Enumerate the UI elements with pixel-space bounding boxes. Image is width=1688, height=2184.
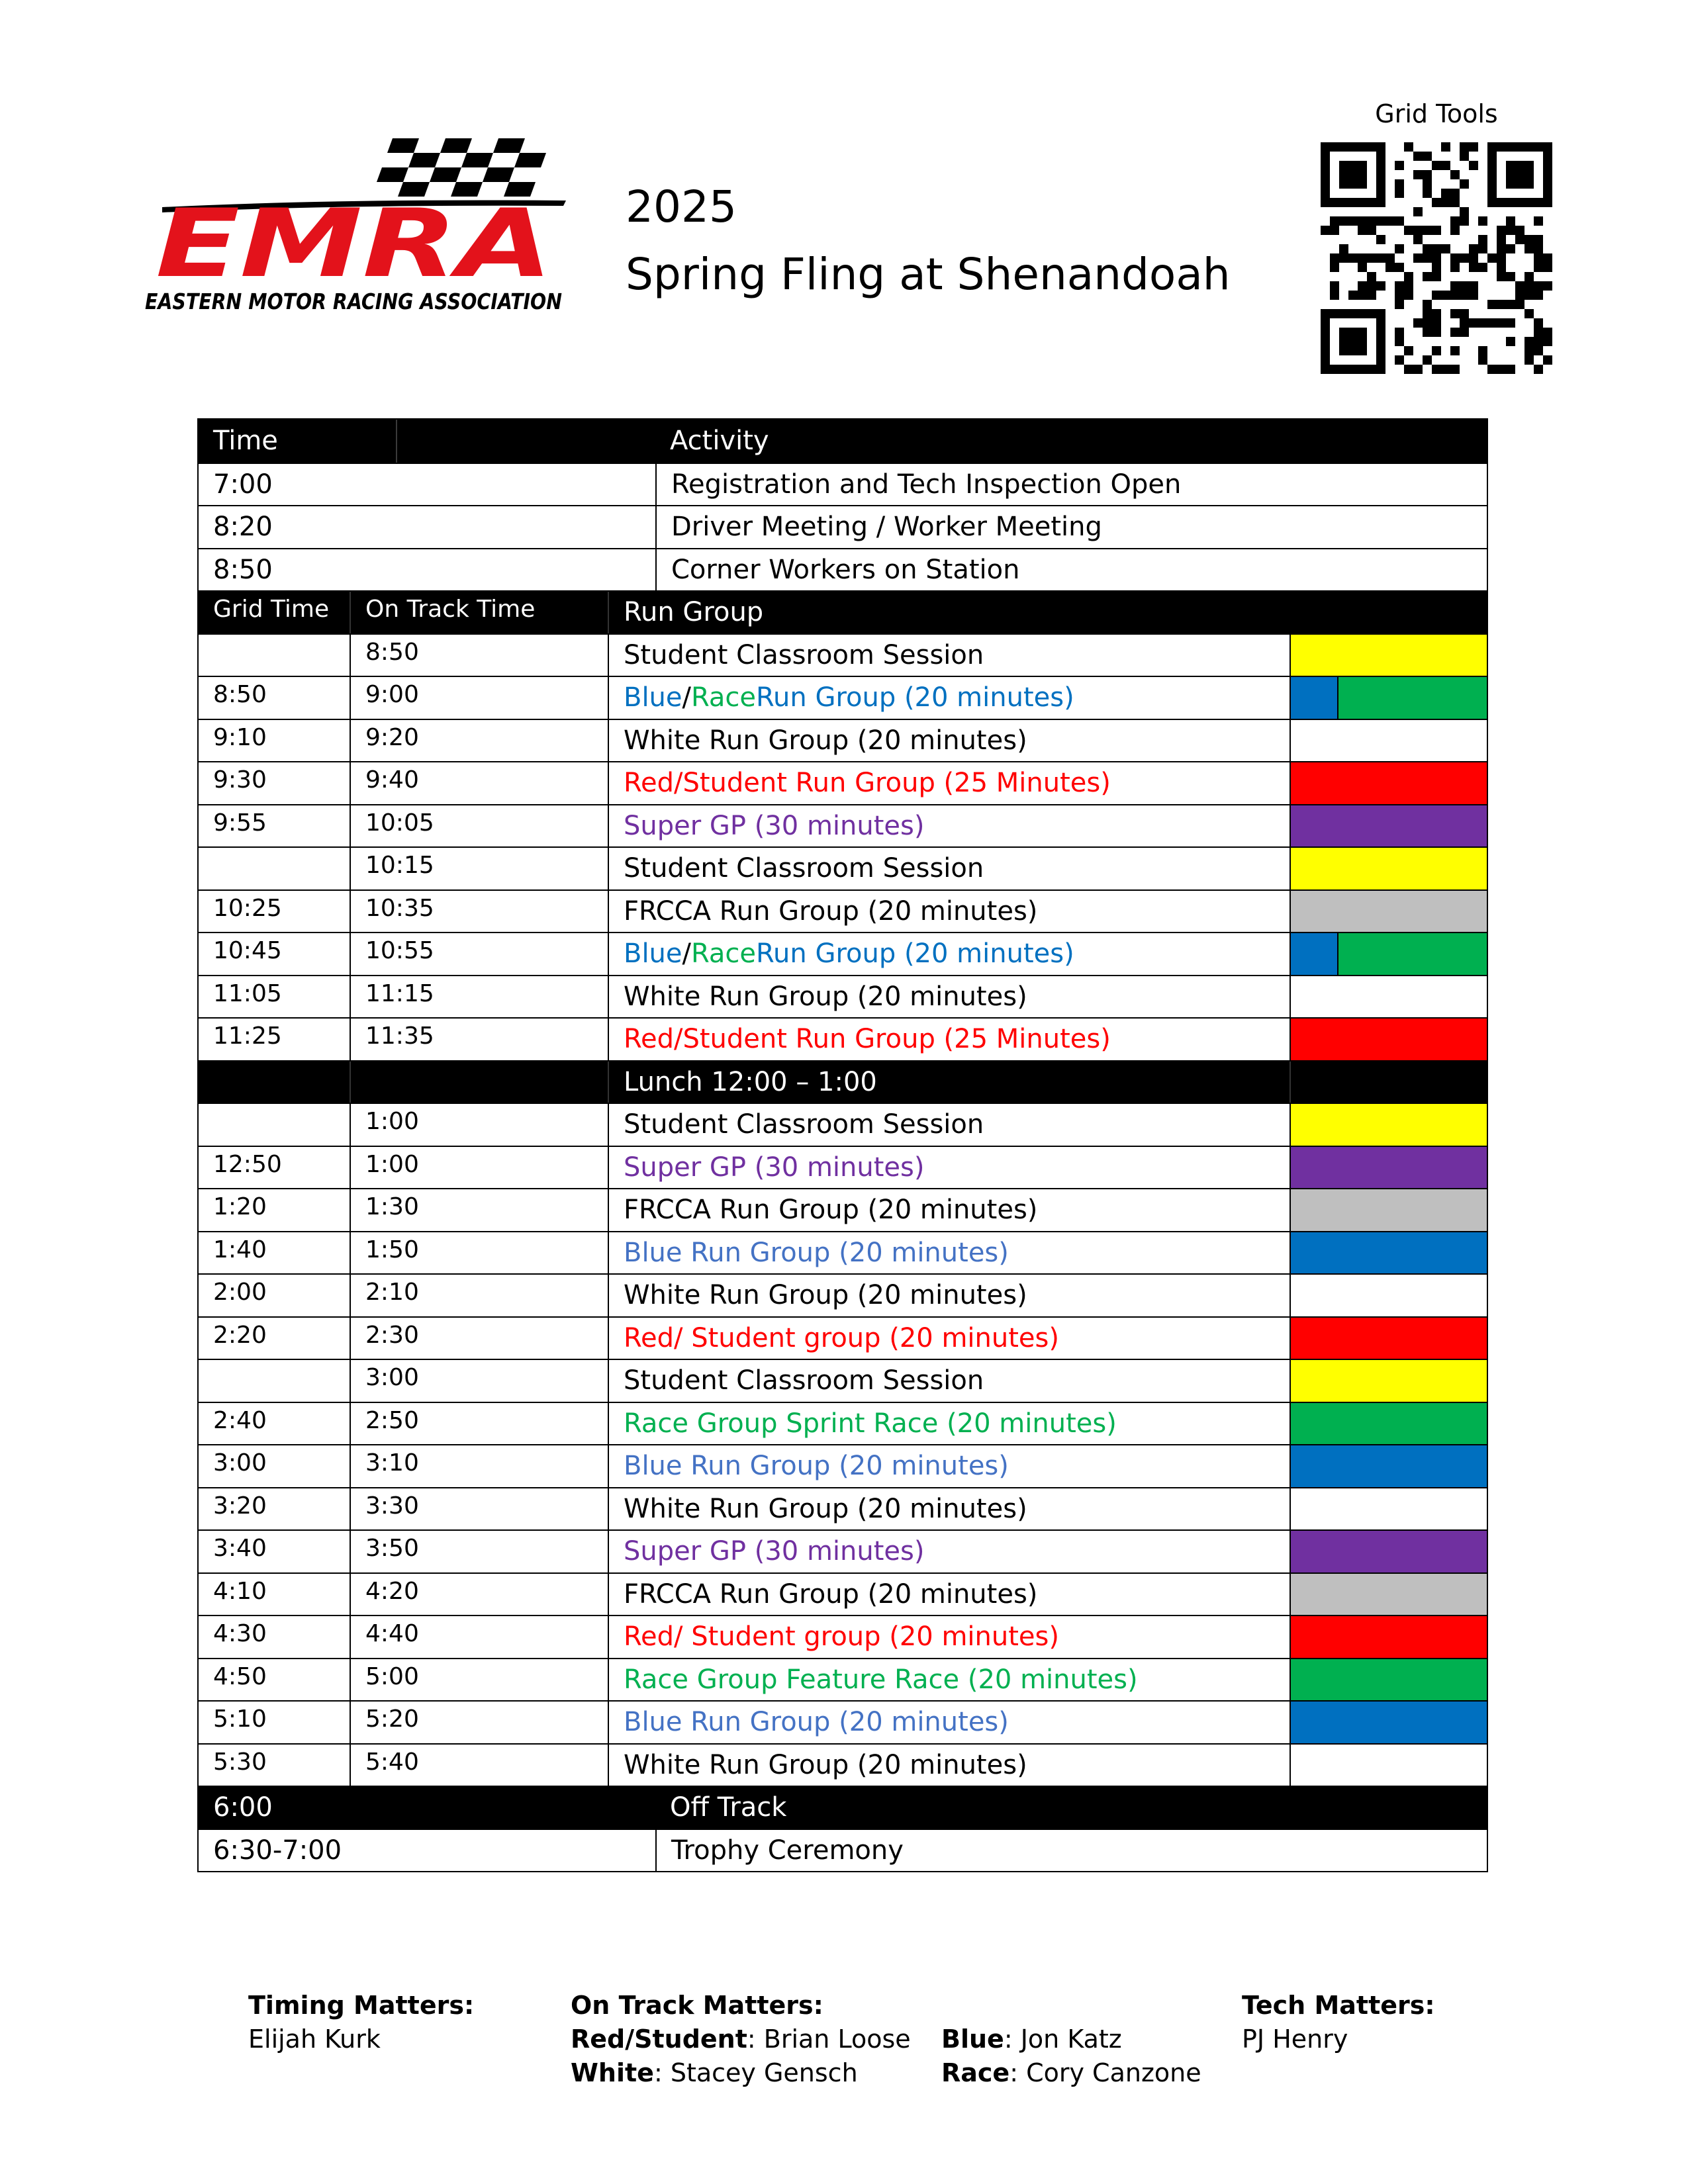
run-group-color: [1289, 1147, 1487, 1189]
run-group-row: [199, 1572, 1487, 1615]
run-group-text: Student Classroom Session: [624, 1109, 984, 1140]
run-group-row: [199, 1146, 1487, 1189]
on-track-contact: [571, 1989, 911, 2090]
run-group-row: [199, 633, 1487, 676]
grid-time-cell: [199, 848, 350, 889]
time-cell: 7:00: [213, 469, 273, 500]
run-group-color: [1289, 976, 1487, 1018]
color-swatch: [1291, 1616, 1487, 1658]
on-track-time-cell: 1:50: [350, 1232, 608, 1274]
grid-time-cell: 1:40: [213, 1236, 267, 1263]
color-swatch: [1291, 1659, 1487, 1701]
run-group-text: /: [682, 682, 691, 713]
color-swatch: [1291, 976, 1487, 1018]
race-label: Race: [941, 2058, 1010, 2087]
on-track-time-cell: 1:30: [350, 1189, 608, 1231]
emra-wordmark: [156, 189, 553, 298]
color-swatch: [1291, 1019, 1487, 1060]
run-group-text: Blue: [624, 938, 682, 970]
run-group-color: [1289, 1659, 1487, 1701]
activity-cell: Corner Workers on Station: [655, 549, 1487, 591]
on-track-time-cell: 3:50: [350, 1531, 608, 1572]
grid-time-cell: 8:50: [213, 681, 267, 708]
run-group-row: [199, 761, 1487, 804]
color-swatch: [1291, 848, 1487, 889]
closing-row: [199, 1829, 1487, 1872]
run-group-row: [199, 1017, 1487, 1060]
grid-time-cell: 2:20: [213, 1321, 267, 1349]
run-group-row: [199, 1316, 1487, 1359]
run-group-text: Super GP (30 minutes): [624, 1152, 925, 1183]
qr-code-icon: [1321, 142, 1552, 374]
run-group-header: Run Group: [608, 592, 1289, 633]
run-group-name: [608, 1531, 1289, 1572]
run-group-name: [608, 1488, 1289, 1530]
run-group-color: [1289, 1403, 1487, 1445]
run-group-color: [1289, 933, 1487, 975]
color-swatch: [1291, 1275, 1487, 1316]
run-group-text: Red/ Student group (20 minutes): [624, 1322, 1059, 1353]
on-track-title: On Track Matters:: [571, 1991, 823, 2020]
run-group-text: Student Classroom Session: [624, 1365, 984, 1396]
run-group-row: [199, 846, 1487, 889]
activity-cell: Driver Meeting / Worker Meeting: [655, 506, 1487, 548]
grid-time-cell: [199, 1104, 350, 1146]
white-label: White: [571, 2058, 654, 2087]
color-swatch: [1291, 1147, 1487, 1189]
run-group-text: FRCCA Run Group (20 minutes): [624, 895, 1038, 927]
run-group-name: [608, 1702, 1289, 1743]
on-track-time-cell: 3:30: [350, 1488, 608, 1530]
schedule-table: [197, 418, 1488, 1872]
grid-time-cell: 9:30: [213, 766, 267, 794]
run-group-text: Blue: [624, 682, 682, 713]
run-group-row: [199, 1529, 1487, 1572]
run-group-row: [199, 975, 1487, 1018]
run-group-text: White Run Group (20 minutes): [624, 1749, 1027, 1780]
color-swatch: [1291, 1488, 1487, 1530]
run-group-text: Run Group (20 minutes): [756, 938, 1074, 970]
run-group-name: [608, 805, 1289, 847]
lunch-color-cell: [1289, 1062, 1487, 1103]
color-swatch: [1291, 1318, 1487, 1359]
color-swatch: [1291, 1531, 1487, 1572]
grid-time-cell: 10:25: [213, 894, 282, 922]
morning-row: [199, 505, 1487, 548]
emra-logo-graphic: [142, 136, 573, 321]
on-track-time-cell: 2:30: [350, 1318, 608, 1359]
run-group-text: Super GP (30 minutes): [624, 1536, 925, 1567]
on-track-time-cell: 1:00: [350, 1104, 608, 1146]
lunch-grid-cell: [199, 1062, 350, 1103]
run-group-text: White Run Group (20 minutes): [624, 1280, 1027, 1311]
morning-header-row: [199, 420, 1487, 463]
grid-time-cell: 10:45: [213, 937, 282, 964]
run-group-row: [199, 1103, 1487, 1146]
grid-time-cell: 3:00: [213, 1449, 267, 1477]
grid-time-cell: 1:20: [213, 1193, 267, 1220]
grid-time-cell: 12:50: [213, 1150, 282, 1178]
run-group-row: [199, 1743, 1487, 1786]
on-track-time-header: On Track Time: [350, 592, 608, 633]
run-group-row: [199, 1188, 1487, 1231]
run-group-text: Red/Student Run Group (25 Minutes): [624, 768, 1111, 799]
on-track-time-cell: 10:15: [350, 848, 608, 889]
timing-title: Timing Matters:: [248, 1991, 475, 2020]
header-divider: [396, 420, 397, 463]
run-group-color: [1289, 848, 1487, 889]
run-group-row: [199, 1444, 1487, 1487]
run-group-color: [1289, 720, 1487, 762]
white-name: : Stacey Gensch: [653, 2058, 858, 2087]
run-group-text: White Run Group (20 minutes): [624, 981, 1027, 1012]
on-track-time-cell: 10:35: [350, 891, 608, 933]
run-group-color: [1289, 1189, 1487, 1231]
grid-time-cell: 9:55: [213, 809, 267, 837]
run-group-color: [1289, 1275, 1487, 1316]
on-track-time-cell: 8:50: [350, 635, 608, 676]
closing-header-row: [199, 1786, 1487, 1829]
run-group-name: [608, 1403, 1289, 1445]
run-group-color: [1289, 805, 1487, 847]
tech-name: PJ Henry: [1242, 2025, 1348, 2054]
run-group-name: [608, 1445, 1289, 1487]
on-track-time-cell: 9:20: [350, 720, 608, 762]
on-track-time-cell: 11:35: [350, 1019, 608, 1060]
run-group-row: [199, 1615, 1487, 1658]
color-swatch: [1291, 762, 1487, 804]
run-group-color: [1289, 1445, 1487, 1487]
off-track-label: Off Track: [670, 1792, 787, 1823]
red-student-label: Red/Student: [571, 2025, 747, 2054]
on-track-time-cell: 5:20: [350, 1702, 608, 1743]
run-group-name: [608, 1189, 1289, 1231]
time-cell: 6:30-7:00: [213, 1835, 342, 1866]
run-group-text: Student Classroom Session: [624, 639, 984, 670]
run-group-name: [608, 848, 1289, 889]
run-group-text: FRCCA Run Group (20 minutes): [624, 1578, 1038, 1610]
tech-contact: [1242, 1989, 1435, 2056]
run-group-text: Race: [691, 682, 757, 713]
color-swatch: [1291, 635, 1487, 676]
run-group-row: [199, 1359, 1487, 1402]
run-group-name: [608, 1659, 1289, 1701]
grid-time-cell: 3:40: [213, 1535, 267, 1562]
grid-time-cell: 2:40: [213, 1406, 267, 1434]
logo-tagline: EASTERN MOTOR RACING ASSOCIATION: [145, 289, 562, 314]
on-track-time-cell: 9:00: [350, 677, 608, 719]
color-swatch: [1291, 1745, 1487, 1786]
run-group-row: [199, 1231, 1487, 1274]
run-group-name: [608, 1616, 1289, 1658]
run-group-name: [608, 891, 1289, 933]
svg-text:EMRA: EMRA: [156, 189, 553, 298]
on-track-time-cell: 5:40: [350, 1745, 608, 1786]
run-group-text: Red/ Student group (20 minutes): [624, 1621, 1059, 1653]
tech-title: Tech Matters:: [1242, 1991, 1435, 2020]
color-swatch: [1338, 933, 1487, 975]
run-group-text: /: [682, 938, 691, 970]
color-swatch: [1291, 1189, 1487, 1231]
color-swatch: [1291, 891, 1487, 933]
grid-time-cell: 4:30: [213, 1620, 267, 1647]
run-group-color: [1289, 1616, 1487, 1658]
run-group-row: [199, 804, 1487, 847]
red-student-name: : Brian Loose: [747, 2025, 911, 2054]
lunch-label: Lunch 12:00 – 1:00: [608, 1062, 1289, 1103]
on-track-contact-2: [941, 1989, 1201, 2090]
event-title: Spring Fling at Shenandoah: [626, 249, 1231, 300]
run-group-name: [608, 1574, 1289, 1615]
grid-time-cell: [199, 1360, 350, 1402]
lunch-ontrack-cell: [350, 1062, 608, 1103]
run-group-text: Race Group Feature Race (20 minutes): [624, 1664, 1138, 1695]
color-swatch: [1291, 1445, 1487, 1487]
run-group-name: [608, 1318, 1289, 1359]
run-group-name: [608, 1745, 1289, 1786]
run-group-name: [608, 677, 1289, 719]
timing-contact: [248, 1989, 474, 2056]
on-track-time-cell: 3:00: [350, 1360, 608, 1402]
activity-cell: Registration and Tech Inspection Open: [655, 464, 1487, 506]
run-group-color: [1289, 1574, 1487, 1615]
run-group-name: [608, 976, 1289, 1018]
color-swatch: [1291, 1104, 1487, 1146]
qr-label: Grid Tools: [1375, 99, 1498, 128]
run-group-name: [608, 1147, 1289, 1189]
run-group-name: [608, 1232, 1289, 1274]
blue-label: Blue: [941, 2025, 1004, 2054]
run-group-color: [1289, 677, 1487, 719]
run-group-text: Run Group (20 minutes): [756, 682, 1074, 713]
checkered-flag-icon: [377, 138, 546, 197]
run-group-name: [608, 762, 1289, 804]
grid-time-cell: 9:10: [213, 723, 267, 751]
run-group-name: [608, 635, 1289, 676]
grid-time-cell: 4:10: [213, 1577, 267, 1605]
run-group-text: Race: [691, 938, 757, 970]
run-group-row: [199, 1273, 1487, 1316]
grid-time-cell: 3:20: [213, 1492, 267, 1520]
run-group-color: [1289, 762, 1487, 804]
color-swatch: [1291, 933, 1338, 975]
color-swatch: [1291, 805, 1487, 847]
run-group-color: [1289, 1702, 1487, 1743]
run-group-color: [1289, 1019, 1487, 1060]
color-swatch: [1291, 720, 1487, 762]
run-group-text: White Run Group (20 minutes): [624, 1493, 1027, 1524]
timing-name: Elijah Kurk: [248, 2025, 381, 2054]
run-group-color: [1289, 1232, 1487, 1274]
run-group-row: [199, 1658, 1487, 1701]
color-swatch: [1291, 1232, 1487, 1274]
color-swatch: [1291, 1702, 1487, 1743]
run-group-name: [608, 1104, 1289, 1146]
color-swatch: [1291, 1360, 1487, 1402]
run-group-text: FRCCA Run Group (20 minutes): [624, 1195, 1038, 1226]
on-track-time-cell: 10:05: [350, 805, 608, 847]
run-group-name: [608, 1275, 1289, 1316]
run-group-name: [608, 1019, 1289, 1060]
run-group-color: [1289, 635, 1487, 676]
time-cell: 8:20: [213, 512, 273, 543]
qr-code[interactable]: [1321, 142, 1552, 374]
grid-time-cell: 5:30: [213, 1748, 267, 1776]
on-track-time-cell: 4:20: [350, 1574, 608, 1615]
grid-time-cell: 2:00: [213, 1279, 267, 1306]
run-group-text: Blue Run Group (20 minutes): [624, 1707, 1009, 1738]
run-group-text: White Run Group (20 minutes): [624, 725, 1027, 756]
run-group-row: [199, 719, 1487, 762]
run-group-text: Student Classroom Session: [624, 853, 984, 884]
run-group-row: [199, 1402, 1487, 1445]
run-group-color: [1289, 1104, 1487, 1146]
run-group-text: Blue Run Group (20 minutes): [624, 1237, 1009, 1268]
color-swatch: [1338, 677, 1487, 719]
time-cell: 8:50: [213, 554, 273, 585]
run-group-row: [199, 889, 1487, 933]
grid-time-cell: 4:50: [213, 1662, 267, 1690]
color-swatch: [1291, 1403, 1487, 1445]
run-group-text: Super GP (30 minutes): [624, 810, 925, 841]
race-name: : Cory Canzone: [1009, 2058, 1201, 2087]
run-group-color: [1289, 1360, 1487, 1402]
on-track-time-cell: 3:10: [350, 1445, 608, 1487]
grid-time-cell: [199, 635, 350, 676]
run-group-color: [1289, 1318, 1487, 1359]
run-group-text: Race Group Sprint Race (20 minutes): [624, 1408, 1117, 1439]
grid-time-cell: 11:05: [213, 979, 282, 1007]
morning-row: [199, 463, 1487, 506]
on-track-time-cell: 5:00: [350, 1659, 608, 1701]
on-track-time-cell: 2:50: [350, 1403, 608, 1445]
grid-time-cell: 11:25: [213, 1023, 282, 1050]
on-track-time-cell: 4:40: [350, 1616, 608, 1658]
run-group-color: [1289, 1745, 1487, 1786]
emra-logo: [142, 136, 573, 321]
off-track-time: 6:00: [213, 1792, 273, 1823]
grid-time-header: Grid Time: [213, 596, 330, 623]
run-group-color: [1289, 891, 1487, 933]
on-track-time-cell: 11:15: [350, 976, 608, 1018]
run-group-row: [199, 1487, 1487, 1530]
on-track-time-cell: 1:00: [350, 1147, 608, 1189]
event-year: 2025: [626, 181, 737, 232]
run-group-row: [199, 1700, 1487, 1743]
color-swatch: [1291, 677, 1338, 719]
on-track-time-cell: 9:40: [350, 762, 608, 804]
on-track-time-cell: 2:10: [350, 1275, 608, 1316]
activity-cell: Trophy Ceremony: [655, 1830, 1487, 1872]
run-group-header-row: [199, 590, 1487, 633]
run-group-row: [199, 932, 1487, 975]
activity-header: Activity: [670, 426, 769, 457]
run-group-color: [1289, 1488, 1487, 1530]
grid-time-cell: 5:10: [213, 1706, 267, 1733]
morning-row: [199, 548, 1487, 591]
run-group-text: Blue Run Group (20 minutes): [624, 1451, 1009, 1482]
run-group-color: [1289, 1531, 1487, 1572]
run-group-row: [199, 676, 1487, 719]
blue-name: : Jon Katz: [1004, 2025, 1122, 2054]
run-group-name: [608, 1360, 1289, 1402]
color-swatch: [1291, 1574, 1487, 1615]
title-block: [626, 173, 1231, 308]
lunch-row: [199, 1060, 1487, 1103]
time-header: Time: [213, 426, 278, 457]
run-group-text: Red/Student Run Group (25 Minutes): [624, 1024, 1111, 1055]
run-group-name: [608, 933, 1289, 975]
run-group-name: [608, 720, 1289, 762]
on-track-time-cell: 10:55: [350, 933, 608, 975]
